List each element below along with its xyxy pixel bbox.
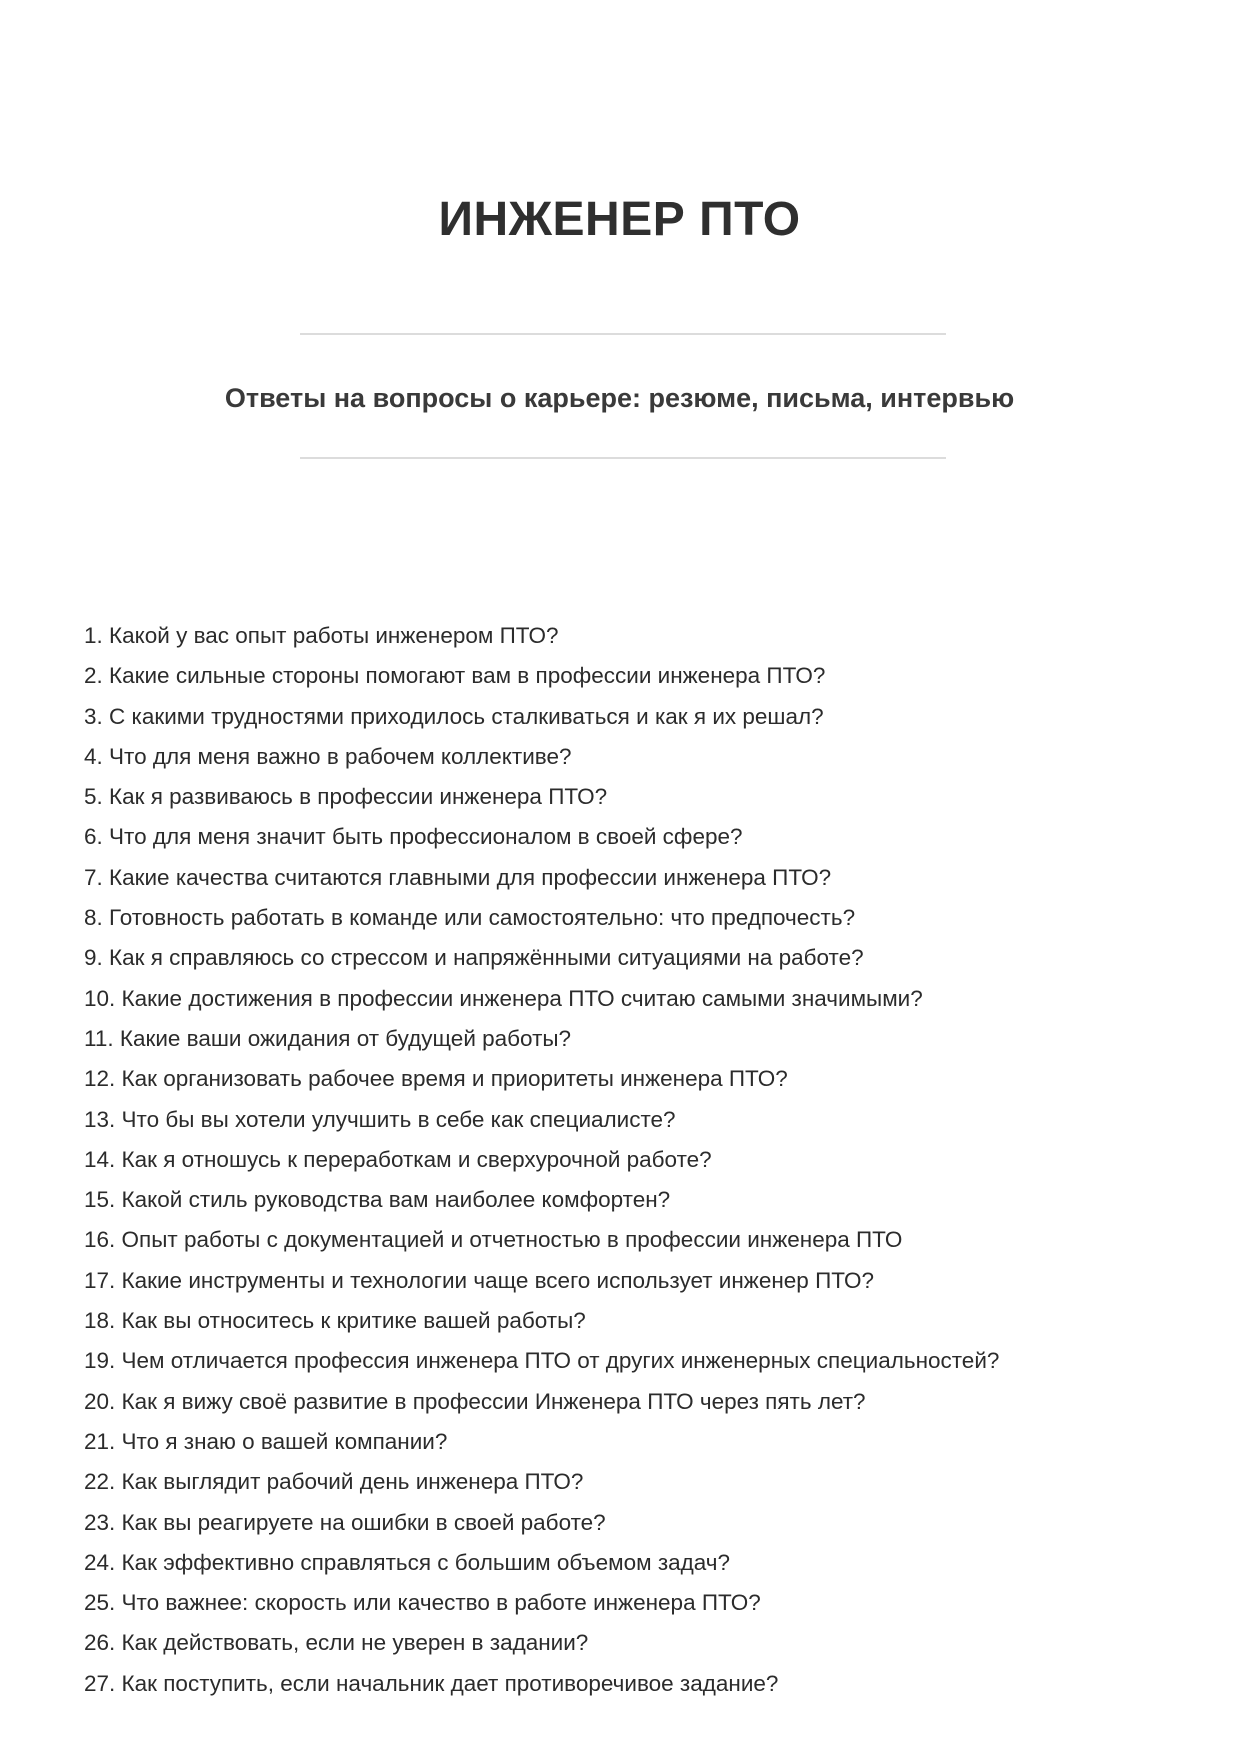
question-item: 17. Какие инструменты и технологии чаще всего использует инженер ПТО? bbox=[84, 1267, 874, 1293]
question-item: 26. Как действовать, если не уверен в задании? bbox=[84, 1630, 589, 1656]
question-item: 23. Как вы реагируете на ошибки в своей работе? bbox=[84, 1509, 606, 1535]
question-item: 27. Как поступить, если начальник дает противоречивое задание? bbox=[84, 1670, 779, 1696]
divider-bottom bbox=[300, 457, 946, 459]
question-item: 1. Какой у вас опыт работы инженером ПТО? bbox=[84, 623, 559, 648]
question-item: 14. Как я отношусь к переработкам и сверхурочной работе? bbox=[84, 1146, 712, 1172]
subtitle: Ответы на вопросы о карьере: резюме, письма, интервью bbox=[224, 383, 1015, 413]
question-item: 11. Какие ваши ожидания от будущей работы? bbox=[84, 1025, 572, 1051]
question-item: 8. Готовность работать в команде или самостоятельно: что предпочесть? bbox=[84, 905, 856, 931]
question-item: 18. Как вы относитесь к критике вашей работы? bbox=[84, 1308, 586, 1334]
question-item: 24. Как эффективно справляться с большим объемом задач? bbox=[84, 1549, 731, 1575]
question-item: 2. Какие сильные стороны помогают вам в профессии инженера ПТО? bbox=[84, 663, 826, 689]
question-item: 5. Как я развиваюсь в профессии инженера ПТО? bbox=[84, 784, 608, 810]
question-item: 16. Опыт работы с документацией и отчетностью в профессии инженера ПТО bbox=[84, 1227, 903, 1253]
question-item: 6. Что для меня значит быть профессионалом в своей сфере? bbox=[84, 824, 743, 850]
question-item: 4. Что для меня важно в рабочем коллективе? bbox=[84, 743, 572, 769]
question-item: 9. Как я справляюсь со стрессом и напряжёнными ситуациями на работе? bbox=[84, 945, 864, 971]
question-item: 3. С какими трудностями приходилось сталкиваться и как я их решал? bbox=[84, 703, 824, 729]
question-item: 13. Что бы вы хотели улучшить в себе как специалисте? bbox=[84, 1106, 676, 1132]
divider-top bbox=[300, 333, 946, 335]
question-item: 7. Какие качества считаются главными для профессии инженера ПТО? bbox=[84, 864, 832, 890]
question-item: 19. Чем отличается профессия инженера ПТО от других инженерных специальностей? bbox=[84, 1348, 1000, 1374]
question-list bbox=[84, 616, 999, 1704]
question-item: 20. Как я вижу своё развитие в профессии Инженера ПТО через пять лет? bbox=[84, 1388, 866, 1414]
question-item: 12. Как организовать рабочее время и приоритеты инженера ПТО? bbox=[84, 1066, 788, 1092]
question-item: 10. Какие достижения в профессии инженера ПТО считаю самыми значимыми? bbox=[84, 985, 923, 1011]
question-item: 22. Как выглядит рабочий день инженера ПТО? bbox=[84, 1469, 584, 1495]
page-title: ИНЖЕНЕР ПТО bbox=[438, 193, 801, 246]
question-item: 15. Какой стиль руководства вам наиболее комфортен? bbox=[84, 1187, 671, 1213]
question-item: 25. Что важнее: скорость или качество в работе инженера ПТО? bbox=[84, 1590, 761, 1616]
question-item: 21. Что я знаю о вашей компании? bbox=[84, 1428, 448, 1454]
